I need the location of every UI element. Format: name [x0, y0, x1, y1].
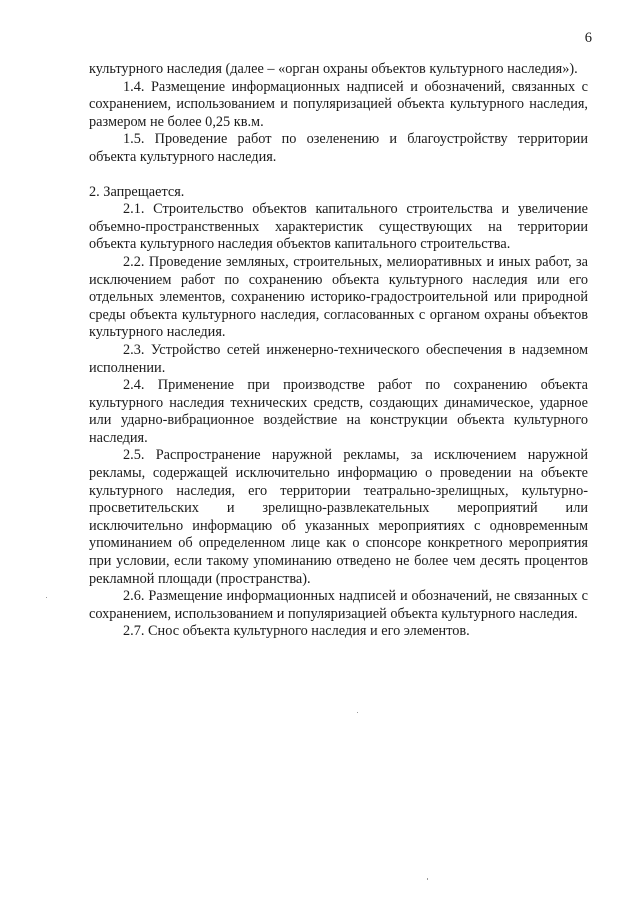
- item-1-5: 1.5. Проведение работ по озеленению и благоустройству территории объекта культурного наследия.: [89, 131, 588, 165]
- item-1-4: 1.4. Размещение информационных надписей и обозначений, связанных с сохранением, использованием и популяризацией объекта культурного наследия, размером не более 0,25 кв.м.: [89, 78, 588, 130]
- section-2-title: 2. Запрещается.: [89, 183, 185, 200]
- item-2-4: 2.4. Применение при производстве работ по сохранению объекта культурного наследия технических средств, создающих динамическое, ударное или ударно-вибрационное воздействие на конструкции объекта культурного наследия.: [89, 377, 588, 446]
- item-2-7: 2.7. Снос объекта культурного наследия и его элементов.: [123, 623, 470, 640]
- scan-dot-mark: [46, 597, 47, 598]
- item-2-5: 2.5. Распространение наружной рекламы, за исключением наружной рекламы, содержащей исключительно информацию о проведении на объекте культурного наследия, его территории театрально-зрелищных, культурно-просветительских и зрелищно-развлекательных мероприятий или исключительно информацию об указанных мероприятиях с одновременным упоминанием об определенном лице как о спонсоре конкретного мероприятия при условии, если такому упоминанию отведено не более чем десять процентов рекламной площади (пространства).: [89, 447, 588, 587]
- scan-dot-mark: [357, 712, 358, 713]
- opening-paragraph: культурного наследия (далее – «орган охраны объектов культурного наследия»).: [89, 61, 578, 77]
- item-2-1: 2.1. Строительство объектов капитального строительства и увеличение объемно-пространственных характеристик существующих на территории объекта культурного наследия объектов капитального строительства.: [89, 201, 588, 253]
- item-2-3: 2.3. Устройство сетей инженерно-технического обеспечения в надземном исполнении.: [89, 341, 588, 376]
- item-2-2: 2.2. Проведение земляных, строительных, мелиоративных и иных работ, за исключением работ по сохранению объекта культурного наследия или его отдельных элементов, сохранению историко-градостроительной или природной среды объекта культурного наследия, согласованных с органом охраны объектов культурного наследия.: [89, 253, 588, 341]
- page-body: [89, 61, 588, 641]
- scan-dot-mark: [427, 878, 428, 880]
- page-number: 6: [584, 30, 592, 46]
- item-2-6: 2.6. Размещение информационных надписей и обозначений, не связанных с сохранением, использованием и популяризацией объекта культурного наследия.: [89, 588, 588, 622]
